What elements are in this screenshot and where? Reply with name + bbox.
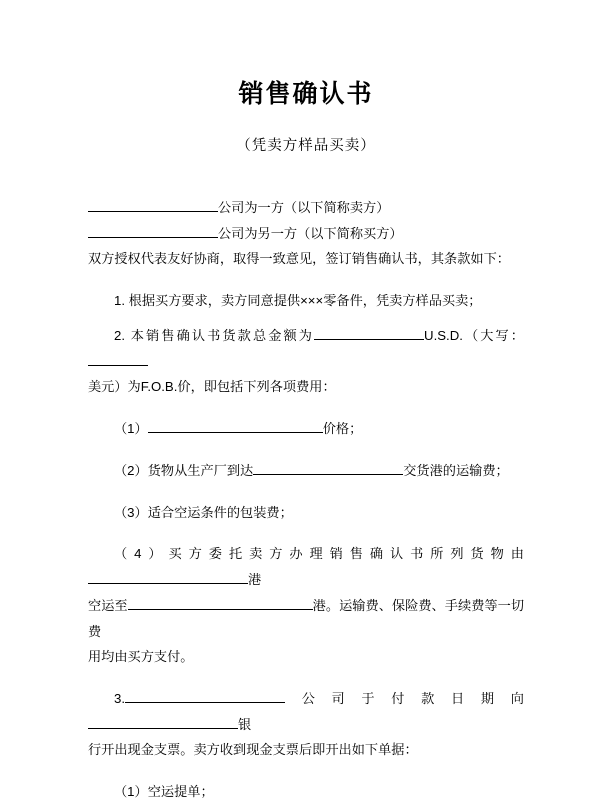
item-4-text-d: 港。运输费、保险费、手续费等一切费 [88,597,525,639]
clause-3-text-c: 银 [238,716,252,732]
item-2-text-b: 交货港的运输费； [403,462,509,478]
item-2 [88,458,524,484]
item-1-blank[interactable] [148,419,323,433]
item-2-port-blank[interactable] [253,461,403,475]
clause-1: 1. 根据买方要求，卖方同意提供×××零备件，凭卖方样品买卖； [114,293,482,309]
buyer-party-text: 公司为另一方（以下简称买方） [218,225,403,241]
clause-3-text-b: 公司于付款日期向 [285,691,524,707]
item-4-dest-port-blank[interactable] [128,596,313,610]
document-body [88,195,524,805]
item-4 [88,541,524,592]
clause-2-text-b: U.S.D.（大写： [424,327,524,343]
clause-2 [88,323,524,374]
seller-party-line [88,195,524,221]
clause-2-cont: 美元）为F.O.B.价，即包括下列各项费用： [88,379,336,395]
clause-3-company-blank[interactable] [125,689,285,703]
seller-party-text: 公司为一方（以下简称卖方） [218,200,390,215]
buyer-party-line [88,221,524,247]
page-subtitle: （凭卖方样品买卖） [236,138,376,154]
item-4-cont2: 用均由买方支付。 [88,649,194,665]
doc-item-1: （1）空运提单； [114,784,214,800]
item-1-text-b: 价格； [322,421,363,437]
preamble-paragraph: 双方授权代表友好协商，取得一致意见，签订销售确认书，其条款如下： [88,251,510,267]
total-amount-blank[interactable] [314,326,424,340]
page-title: 销售确认书 [238,80,374,108]
item-2-text-a: （2）货物从生产厂到达 [114,462,254,478]
amount-in-words-blank[interactable] [88,351,148,365]
item-4-text-b: 港 [248,572,262,588]
item-4-text-c: 空运至 [88,597,128,613]
item-4-text-a: （4）买方委托卖方办理销售确认书所列货物由 [114,546,524,562]
clause-2-text-a: 2. 本销售确认书货款总金额为 [114,327,315,343]
item-4-cont [88,593,524,644]
clause-3-text-a: 3. [114,691,125,707]
item-1 [88,416,524,442]
buyer-name-blank[interactable] [88,224,218,238]
item-4-origin-port-blank[interactable] [88,570,248,584]
clause-3-cont: 行开出现金支票。卖方收到现金支票后即开出如下单据： [88,742,418,758]
clause-3 [88,686,524,737]
item-3: （3）适合空运条件的包装费； [114,504,293,520]
seller-name-blank[interactable] [88,198,218,212]
clause-3-bank-blank[interactable] [88,715,238,729]
item-1-text-a: （1） [114,421,148,437]
